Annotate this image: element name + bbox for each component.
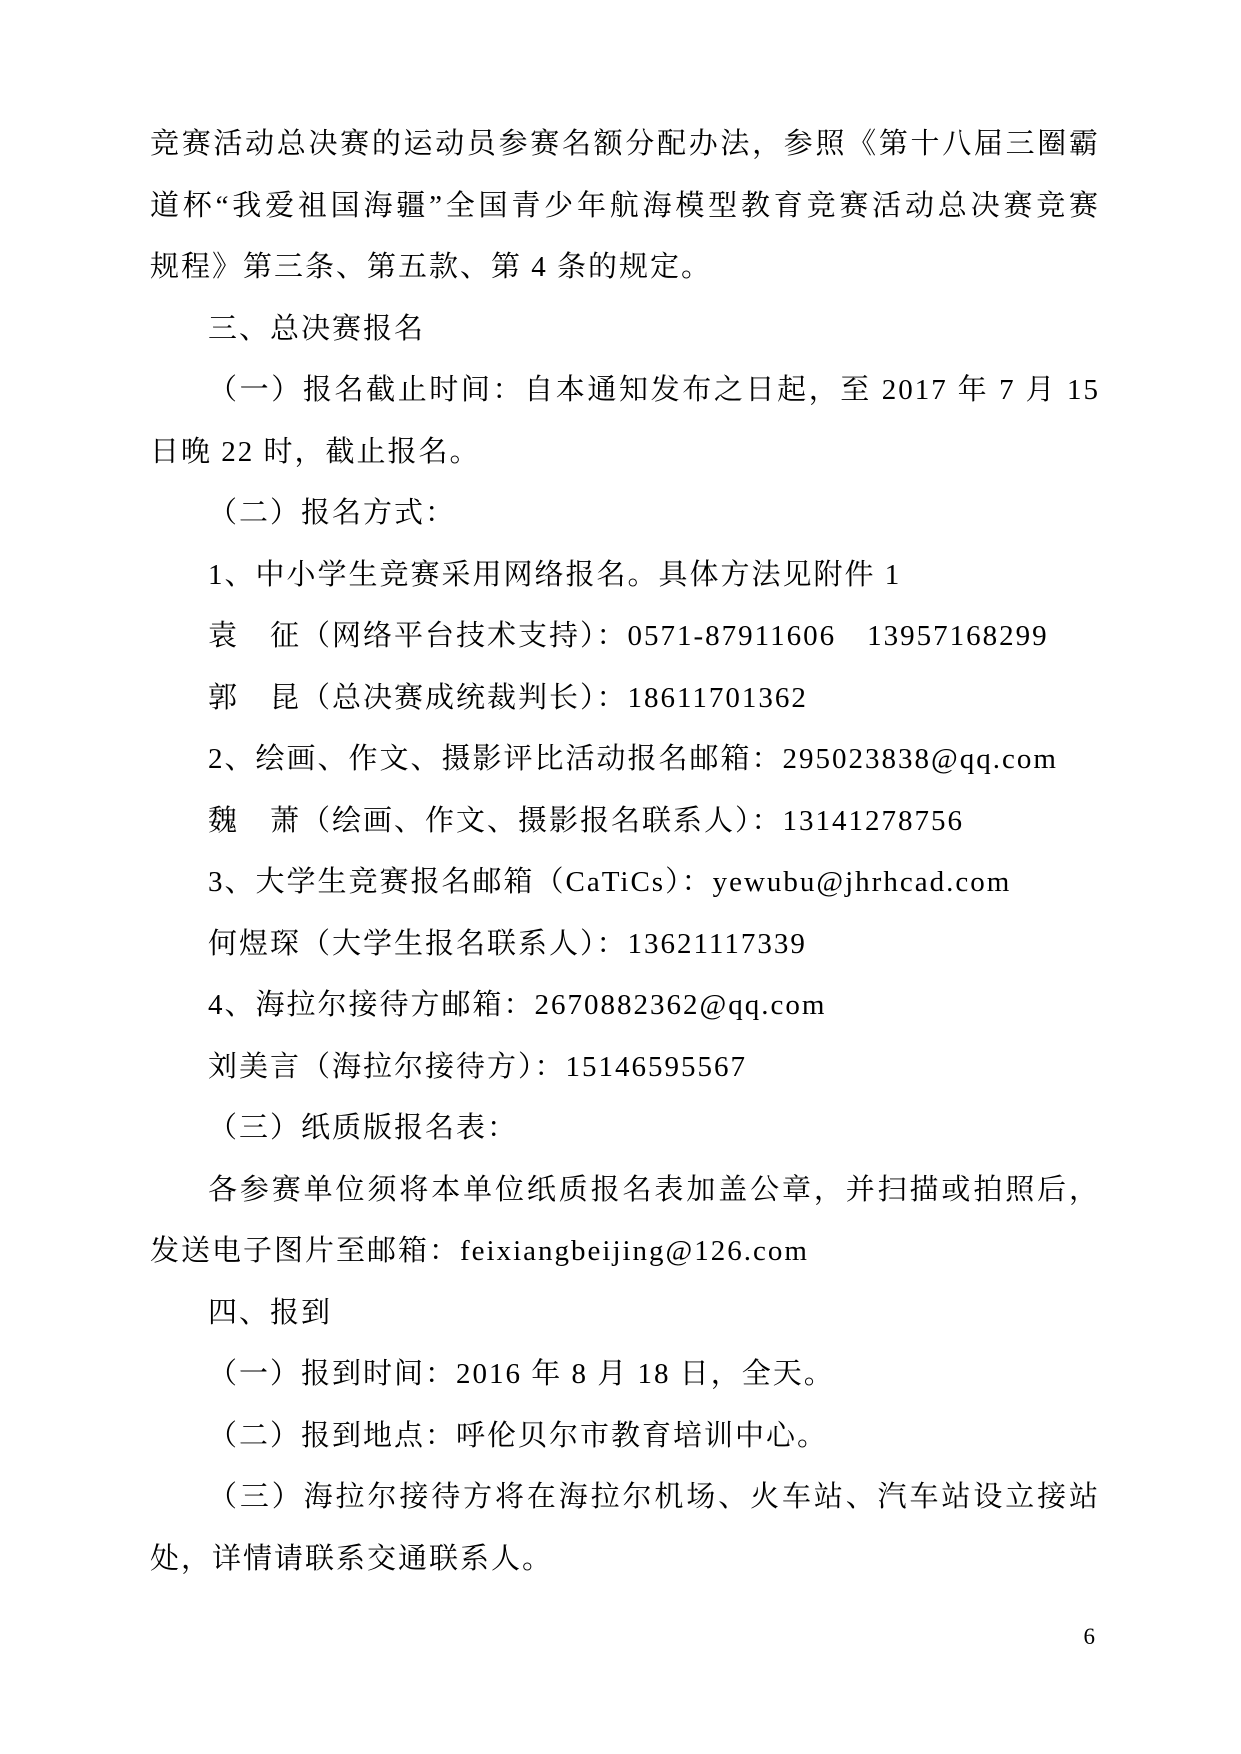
page-number: 6	[1083, 1624, 1095, 1649]
subsection-heading-line: （二）报名方式：	[208, 497, 457, 529]
text-line: 2、绘画、作文、摄影评比活动报名邮箱：295023838@qq.com	[208, 743, 1058, 775]
contact-line: 袁 征（网络平台技术支持）：0571-87911606 13957168299	[208, 620, 1049, 652]
section-heading-line: 三、总决赛报名	[208, 312, 426, 345]
contact-line: 刘美言（海拉尔接待方）：15146595567	[208, 1050, 748, 1083]
text-line: 日晚 22 时，截止报名。	[150, 435, 481, 468]
text-line: 各参赛单位须将本单位纸质报名表加盖公章，并扫描或拍照后，	[208, 1173, 1100, 1206]
contact-line: 郭 昆（总决赛成统裁判长）：18611701362	[208, 681, 808, 714]
text-line: 发送电子图片至邮箱：feixiangbeijing@126.com	[150, 1235, 809, 1267]
text-line: 竞赛活动总决赛的运动员参赛名额分配办法，参照《第十八届三圈霸	[150, 128, 1100, 160]
text-line: 3、大学生竞赛报名邮箱（CaTiCs）：yewubu@jhrhcad.com	[208, 866, 1012, 898]
subsection-heading-line: （三）纸质版报名表：	[208, 1112, 519, 1144]
text-line: （二）报到地点：呼伦贝尔市教育培训中心。	[208, 1419, 829, 1452]
section-heading-line: 四、报到	[208, 1296, 333, 1329]
contact-line: 何煜琛（大学生报名联系人）：13621117339	[208, 927, 807, 960]
text-line: 规程》第三条、第五款、第 4 条的规定。	[150, 251, 713, 283]
document-body	[150, 114, 1100, 1590]
text-line: 处，详情请联系交通联系人。	[150, 1542, 554, 1575]
text-line: 1、中小学生竞赛采用网络报名。具体方法见附件 1	[208, 558, 902, 591]
text-line: （一）报到时间：2016 年 8 月 18 日，全天。	[208, 1358, 835, 1390]
contact-line: 魏 萧（绘画、作文、摄影报名联系人）：13141278756	[208, 804, 965, 837]
text-line: （三）海拉尔接待方将在海拉尔机场、火车站、汽车站设立接站	[208, 1481, 1100, 1513]
text-line: 道杯“我爱祖国海疆”全国青少年航海模型教育竞赛活动总决赛竞赛	[150, 189, 1100, 222]
text-line: 4、海拉尔接待方邮箱：2670882362@qq.com	[208, 989, 827, 1021]
text-line: （一）报名截止时间：自本通知发布之日起，至 2017 年 7 月 15	[208, 374, 1100, 406]
